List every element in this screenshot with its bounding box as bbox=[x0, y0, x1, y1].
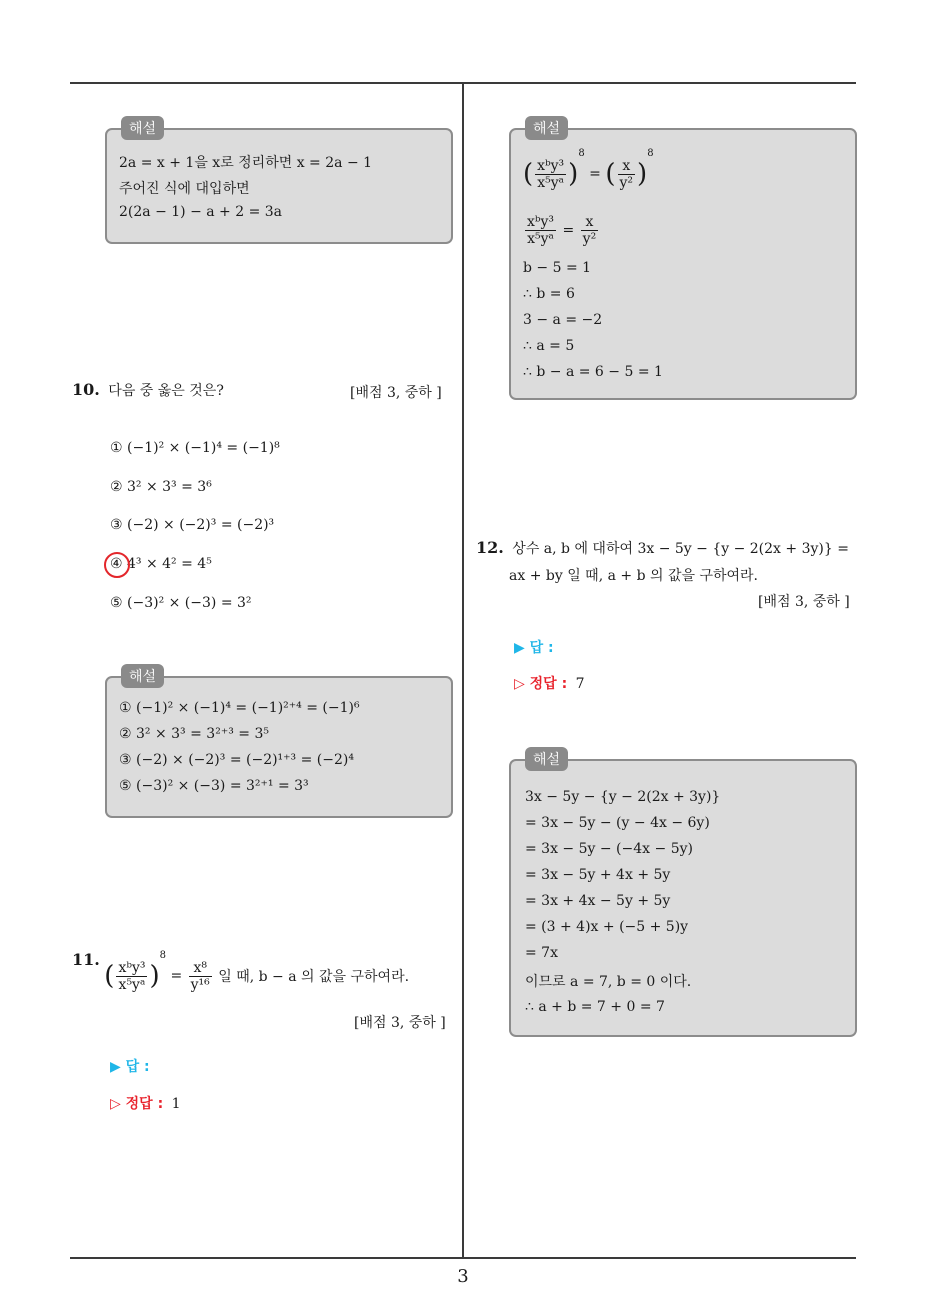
solution-line: ∴ b = 6 bbox=[523, 286, 575, 302]
choice-5[interactable]: ⑤ (−3)² × (−3) = 3² bbox=[110, 595, 252, 611]
choice-3[interactable]: ③ (−2) × (−2)³ = (−2)³ bbox=[110, 517, 275, 533]
column-divider bbox=[462, 84, 464, 1258]
solution-line: 2a = x + 1을 x로 정리하면 x = 2a − 1 bbox=[119, 155, 373, 171]
solution-line: 3 − a = −2 bbox=[523, 312, 603, 328]
solution-line: 이므로 a = 7, b = 0 이다. bbox=[525, 974, 692, 990]
question-number: 12. bbox=[476, 538, 504, 557]
correct-answer: ▷ 정답 : 7 bbox=[514, 676, 585, 692]
question-text: 일 때, b − a 의 값을 구하여라. bbox=[218, 969, 410, 985]
solution-tag: 해설 bbox=[121, 664, 164, 688]
solution-box-q10 bbox=[105, 669, 453, 818]
solution-line: ③ (−2) × (−2)³ = (−2)¹⁺³ = (−2)⁴ bbox=[119, 752, 354, 768]
solution-tag: 해설 bbox=[121, 116, 164, 140]
answer-label: ▶ 답 : bbox=[514, 640, 554, 656]
fraction: $\frac{\text{x⁸}}{\text{y¹⁶}}$ bbox=[190, 959, 210, 993]
solution-tag: 해설 bbox=[525, 116, 568, 140]
solution-line: 주어진 식에 대입하면 bbox=[119, 181, 250, 197]
question-12 bbox=[476, 538, 849, 558]
solution-line: 2(2a − 1) − a + 2 = 3a bbox=[119, 204, 283, 220]
solution-box-q9 bbox=[105, 121, 453, 244]
solution-line: ∴ a + b = 7 + 0 = 7 bbox=[525, 999, 665, 1015]
question-text-line2: ax + by 일 때, a + b 의 값을 구하여라. bbox=[509, 568, 759, 584]
solution-line: = 3x − 5y − (y − 4x − 6y) bbox=[525, 815, 710, 831]
solution-box-q12 bbox=[509, 752, 857, 1037]
solution-line: = 3x − 5y + 4x + 5y bbox=[525, 867, 671, 883]
score-label: [배점 3, 중하 ] bbox=[354, 1015, 446, 1031]
solution-line: ② 3² × 3³ = 3²⁺³ = 3⁵ bbox=[119, 726, 269, 742]
question-10 bbox=[72, 380, 224, 400]
solution-line: ① (−1)² × (−1)⁴ = (−1)²⁺⁴ = (−1)⁶ bbox=[119, 700, 360, 716]
solution-line: = 7x bbox=[525, 945, 558, 961]
score-label: [배점 3, 중하 ] bbox=[758, 594, 850, 610]
solution-line: ∴ b − a = 6 − 5 = 1 bbox=[523, 364, 663, 380]
question-text: 상수 a, b 에 대하여 3x − 5y − {y − 2(2x + 3y)} = bbox=[512, 541, 849, 557]
fraction: $\frac{\text{xᵇy³}}{\text{x⁵yᵃ}}$ bbox=[118, 959, 146, 993]
question-number: 10. bbox=[72, 380, 100, 399]
solution-line: = 3x − 5y − (−4x − 5y) bbox=[525, 841, 693, 857]
correct-answer: ▷ 정답 : 1 bbox=[110, 1096, 181, 1112]
solution-box-q11 bbox=[509, 121, 857, 400]
choice-4[interactable]: ④ 4³ × 4² = 4⁵ bbox=[110, 556, 212, 572]
solution-line: = (3 + 4)x + (−5 + 5)y bbox=[525, 919, 689, 935]
solution-line: ⑤ (−3)² × (−3) = 3²⁺¹ = 3³ bbox=[119, 778, 309, 794]
question-11: 11. ( $\frac{\text{xᵇy³}}{\text{x⁵yᵃ}}$ )$^8$ = $\frac{\text{x⁸}}{\text{y¹⁶}}$ 일 때, b − a 의 값을 구하여라. bbox=[72, 950, 410, 993]
correct-answer-circle-icon bbox=[104, 552, 130, 578]
score-label: [배점 3, 중하 ] bbox=[350, 385, 442, 401]
page-number: 3 bbox=[457, 1266, 469, 1287]
solution-line: ∴ a = 5 bbox=[523, 338, 575, 354]
bottom-rule bbox=[70, 1257, 856, 1259]
question-text: 다음 중 옳은 것은? bbox=[108, 383, 224, 399]
solution-line: 3x − 5y − {y − 2(2x + 3y)} bbox=[525, 789, 721, 805]
solution-equation: ( $\frac{\text{xᵇy³}}{\text{x⁵yᵃ}}$ )$^8$ = ( $\frac{x}{\text{y²}}$ )$^8$ bbox=[523, 148, 654, 191]
question-number: 11. bbox=[72, 950, 100, 969]
answer-label: ▶ 답 : bbox=[110, 1059, 150, 1075]
solution-line: = 3x + 4x − 5y + 5y bbox=[525, 893, 671, 909]
solution-tag: 해설 bbox=[525, 747, 568, 771]
choice-1[interactable]: ① (−1)² × (−1)⁴ = (−1)⁸ bbox=[110, 440, 280, 456]
solution-line: b − 5 = 1 bbox=[523, 260, 592, 276]
choice-2[interactable]: ② 3² × 3³ = 3⁶ bbox=[110, 479, 212, 495]
solution-equation: $\frac{\text{xᵇy³}}{\text{x⁵yᵃ}}$ = $\frac{x}{\text{y²}}$ bbox=[527, 214, 597, 247]
